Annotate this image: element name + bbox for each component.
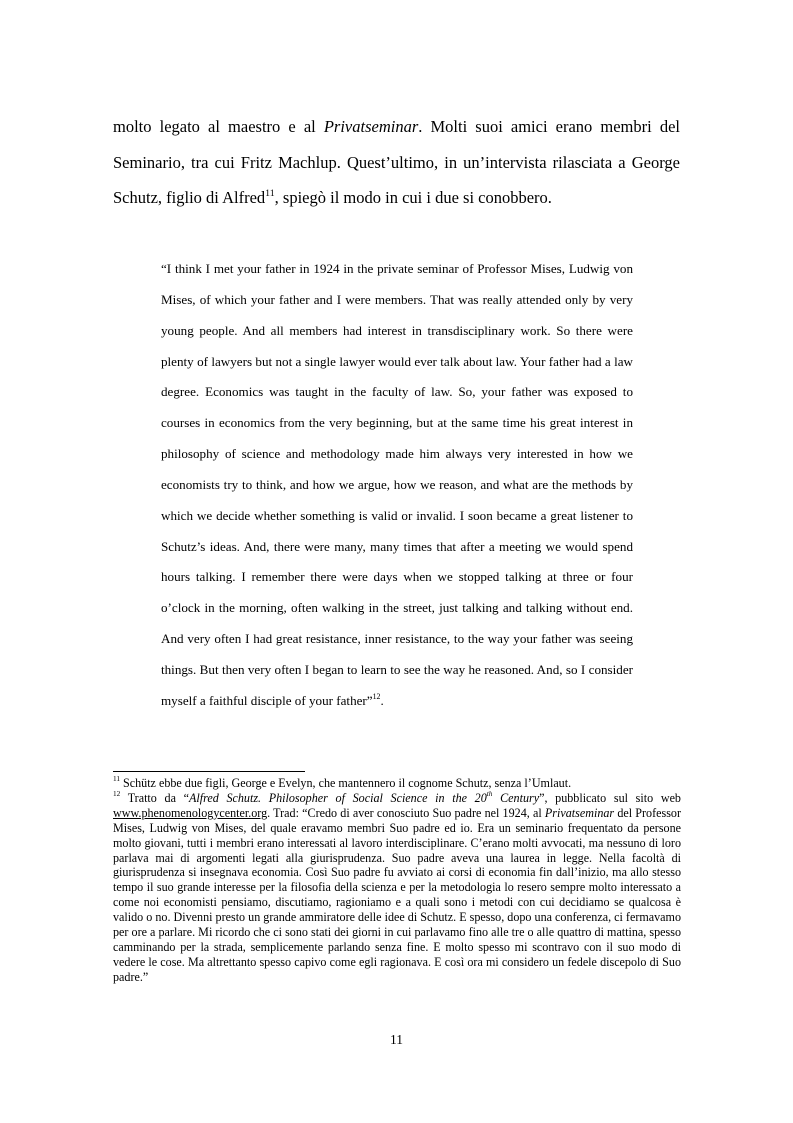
- title-run: Century: [492, 790, 540, 805]
- text-run: . Trad: “Credo di aver conosciuto Suo padre nel 1924, al: [267, 805, 545, 820]
- footnote-12: [113, 791, 681, 985]
- quote-text: [161, 254, 633, 717]
- text-run: , spiegò il modo in cui i due si conobbero.: [274, 188, 552, 207]
- footnote-separator: [113, 771, 305, 772]
- ordinal-suffix: th: [486, 790, 493, 799]
- text-run: ”, pubblicato sul sito web: [539, 790, 681, 805]
- text-run: molto legato al maestro e al: [113, 117, 324, 136]
- quote-body: “I think I met your father in 1924 in the private seminar of Professor Mises, Ludwig von Mises, of which your father and I were members. That was really attended only by very young people. And all members had interest in transdisciplinary work. So there were plenty of lawyers but not a single lawyer would ever talk about law. Your father had a law degree. Economics was taught in the faculty of law. So, your father was exposed to courses in economics from the very beginning, but at the same time his great interest in philosophy of science and methodology made him always very interested in how we economists try to think, and how we argue, how we reason, and what are the methods by which we decide whether something is valid or invalid. I soon became a great listener to Schutz’s ideas. And, there were many, many times that after a meeting we would spend hours talking. I remember there were days when we stopped talking at three or four o’clock in the morning, often walking in the street, just talking and talking without end. And very often I had great resistance, inner resistance, to the way your father was seeing things. But then very often I began to learn to see the way he reasoned. And, so I consider myself a faithful disciple of your father”: [161, 261, 633, 708]
- footnote-text: Schütz ebbe due figli, George e Evelyn, che mantennero il cognome Schutz, senza l’Umlaut.: [119, 776, 572, 790]
- italic-term: Privatseminar: [544, 805, 615, 820]
- page-number: 11: [390, 1032, 403, 1047]
- footnote-ref-11[interactable]: 11: [265, 187, 275, 199]
- italic-term: Privatseminar: [323, 117, 419, 136]
- website-link[interactable]: www.phenomenologycenter.org: [113, 805, 268, 820]
- title-run: Alfred Schutz. Philosopher of Social Science in the 20: [188, 790, 487, 805]
- source-title: [189, 791, 539, 805]
- paragraph-text: [113, 109, 680, 216]
- footnotes: [113, 776, 681, 985]
- text-run: .: [380, 692, 384, 708]
- text-run: . Molti suoi amici erano membri del Seminario, tra cui Fritz Machlup. Quest’ultimo, in un’intervista rilasciata a George Schutz, figlio di Alfred: [113, 117, 680, 207]
- footnote-number: 12: [113, 790, 121, 799]
- block-quote: [161, 254, 633, 717]
- body-paragraph: [113, 109, 680, 216]
- text-run: del Professor Mises, Ludwig von Mises, del quale eravamo membri Suo padre ed io. Era un seminario frequentato da persone molto giovani, tutti i membri erano interessati al lavoro interdisciplinare. C’erano molti avvocati, ma nessuno di loro parlava mai di argomenti legati alla giurisprudenza. Suo padre aveva una laurea in legge. Nella facoltà di giurisprudenza si insegnava economia. Così Suo padre fu avviato ai corsi di economia fin dall’inizio, ma allo stesso tempo il suo grande interesse per la filosofia della scienza e per la metodologia lo resero sempre molto interessato a come noi economisti pensiamo, discutiamo, ragioniamo e a quali sono i metodi con cui decidiamo se qualcosa è valido o no. Divenni presto un grande ammiratore delle idee di Schutz. E spesso, dopo una conferenza, ci fermavamo per ore a parlare. Mi ricordo che ci sono stati dei giorni in cui parlavamo fino alle tre o alle quattro di mattina, spesso camminando per la strada, semplicemente parlando senza fine. E molto spesso mi scontravo con il suo modo di vedere le cose. Ma altrettanto spesso capivo come egli ragionava. E così ora mi considero un fedele discepolo di Suo padre.”: [113, 805, 681, 984]
- footnote-11: [113, 776, 681, 791]
- footnote-number: 11: [113, 775, 120, 784]
- footnote-ref-12[interactable]: 12: [372, 691, 381, 701]
- text-run: Tratto da “: [120, 790, 189, 805]
